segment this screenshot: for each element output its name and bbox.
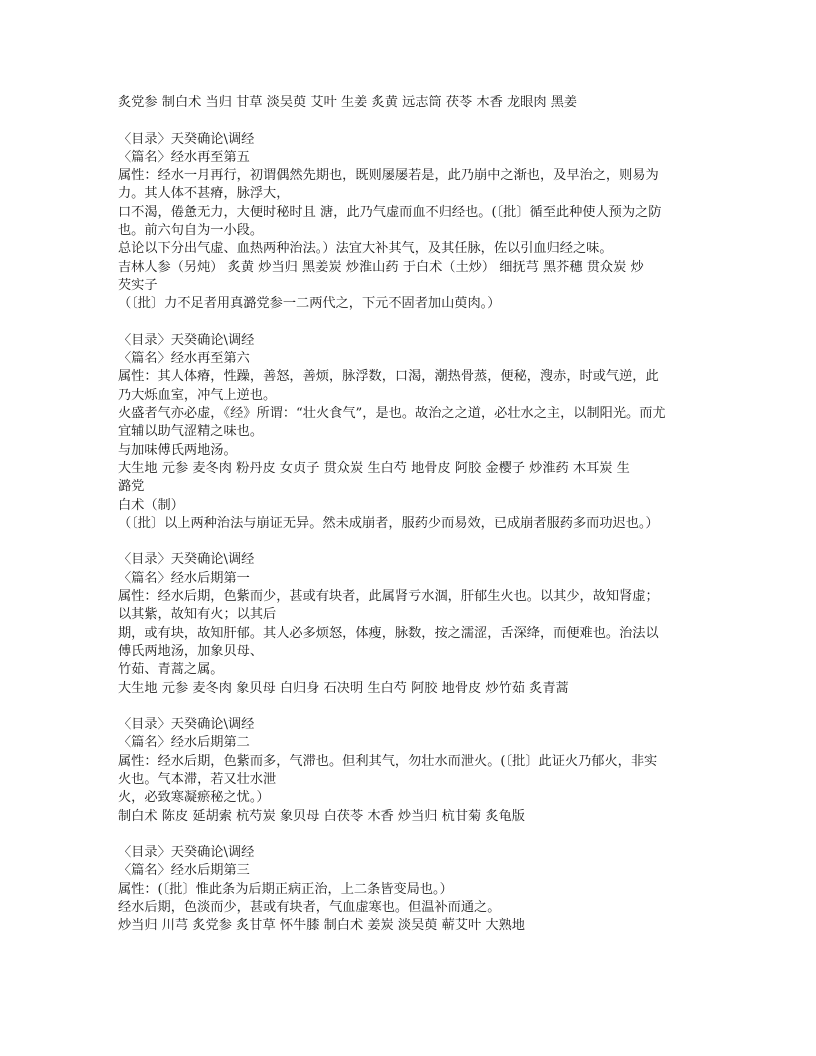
blank-line <box>118 826 703 844</box>
body-text-line: 总论以下分出气虚、血热两种治法。）法宜大补其气，及其任脉，佐以引血归经之味。 <box>118 241 613 257</box>
herb-list-line: 大生地 元参 麦冬肉 象贝母 白归身 石决明 生白芍 阿胶 地骨皮 炒竹茹 炙青蒿 <box>118 680 569 696</box>
body-text-line: 属性：经水一月再行，初谓偶然先期也，既则屡屡若是，此乃崩中之渐也，及早治之，则易为 <box>118 168 659 184</box>
herb-list-line: 制白术 陈皮 延胡索 杭芍炭 象贝母 白茯苓 木香 炒当归 杭甘菊 炙龟版 <box>118 808 525 824</box>
body-text-line: 也。前六句自为一小段。 <box>118 223 264 239</box>
blank-line <box>118 112 703 130</box>
body-text-line: （〔批〕力不足者用真潞党参一二两代之，下元不固者加山萸肉。） <box>118 296 501 312</box>
catalog-heading: 〈目录〉天癸确论\调经 <box>118 131 255 147</box>
document-page <box>118 94 703 936</box>
chapter-title: 〈篇名〉经水后期第三 <box>118 863 250 879</box>
body-text-line: 属性：经水后期，色紫而少，甚或有块者，此属肾亏水涸，肝郁生火也。以其少，故知肾虚； <box>118 589 659 605</box>
body-text-line: 属性：其人体瘠，性躁，善怒，善烦，脉浮数，口渴，潮热骨蒸，便秘，溲赤，时或气逆，此 <box>118 369 659 385</box>
catalog-heading: 〈目录〉天癸确论\调经 <box>118 717 255 733</box>
body-text-line: 火也。气本滞，若又壮水泄 <box>118 771 277 787</box>
body-text-line: 以其紫，故知有火；以其后 <box>118 607 277 623</box>
body-text-line: 属性：(〔批〕惟此条为后期正病正治，上二条皆变局也。） <box>118 881 453 897</box>
body-text-line: 力。其人体不甚瘠，脉浮大， <box>118 186 290 202</box>
chapter-title: 〈篇名〉经水后期第二 <box>118 735 250 751</box>
body-text-line: 乃大烁血室，冲气上逆也。 <box>118 387 277 403</box>
body-text-line: 火，必致寒凝瘀秘之忧。） <box>118 790 270 806</box>
blank-line <box>118 533 703 551</box>
herb-list-line: 白术（制） <box>118 497 184 513</box>
blank-line <box>118 314 703 332</box>
body-text-line: 竹茹、青蒿之属。 <box>118 662 224 678</box>
body-text-line: 属性：经水后期，色紫而多，气滞也。但利其气，勿壮水而泄火。(〔批〕此证火乃郁火，非实 <box>118 753 658 769</box>
body-text-line: 经水后期，色淡而少，甚或有块者，气血虚寒也。但温补而通之。 <box>118 900 501 916</box>
herb-list-line: 炙党参 制白术 当归 甘草 淡吴萸 艾叶 生姜 炙黄 远志筒 茯苓 木香 龙眼肉 黑姜 <box>118 95 578 110</box>
chapter-title: 〈篇名〉经水再至第五 <box>118 149 250 165</box>
chapter-title: 〈篇名〉经水后期第一 <box>118 570 250 586</box>
body-text-line: 傅氏两地汤，加象贝母、 <box>118 643 264 659</box>
herb-list-line: 大生地 元参 麦冬肉 粉丹皮 女贞子 贯众炭 生白芍 地骨皮 阿胶 金樱子 炒淮药 木耳炭 生 <box>118 460 630 476</box>
body-text-line: 宜辅以助气涩精之味也。 <box>118 424 264 440</box>
herb-list-line: 潞党 <box>118 479 145 495</box>
blank-line <box>118 698 703 716</box>
body-text-line: 与加味傅氏两地汤。 <box>118 442 237 458</box>
catalog-heading: 〈目录〉天癸确论\调经 <box>118 332 255 348</box>
chapter-title: 〈篇名〉经水再至第六 <box>118 351 250 367</box>
herb-list-line: 炒当归 川芎 炙党参 炙甘草 怀牛膝 制白术 姜炭 淡吴萸 蕲艾叶 大熟地 <box>118 918 525 934</box>
catalog-heading: 〈目录〉天癸确论\调经 <box>118 845 255 861</box>
catalog-heading: 〈目录〉天癸确论\调经 <box>118 552 255 568</box>
body-text-line: 火盛者气亦必虚，《经》所谓：“壮火食气”，是也。故治之之道，必壮水之主，以制阳光。而尤 <box>118 406 666 422</box>
herb-list-line: 吉林人参（另炖） 炙黄 炒当归 黑姜炭 炒淮山药 于白术（土炒） 细抚芎 黑芥穗 贯众炭 炒 <box>118 259 644 275</box>
body-text-line: 期，或有块，故知肝郁。其人必多烦怒，体瘦，脉数，按之濡涩，舌深绛，而便难也。治法以 <box>118 625 659 641</box>
body-text-line: 口不渴，倦惫无力，大便时秘时且 溏，此乃气虚而血不归经也。(〔批〕循至此种使人预为之防 <box>118 204 662 220</box>
body-text-line: （〔批〕以上两种治法与崩证无异。然未成崩者，服药少而易效，已成崩者服药多而功迟也。） <box>118 515 659 531</box>
herb-list-line: 芡实子 <box>118 277 158 293</box>
